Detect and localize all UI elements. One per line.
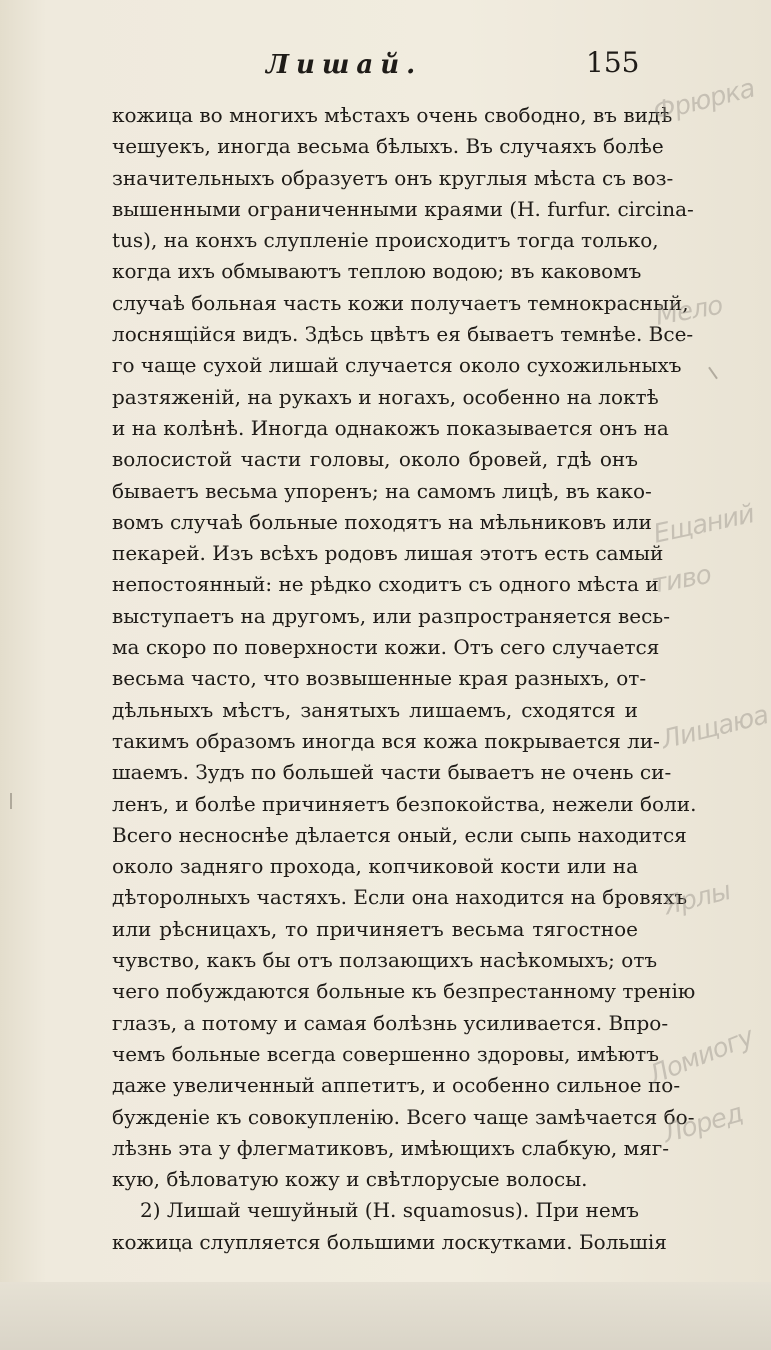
text-line: шаемъ. Зудъ по большей части бываетъ не очень си- — [112, 760, 672, 785]
handwritten-margin-note: Лищаюа — [658, 700, 771, 756]
text-line: даже увеличенный аппетитъ, и особенно сильное по- — [112, 1073, 681, 1098]
text-line: случаѣ больная часть кожи получаетъ темнокрасный, — [112, 290, 689, 315]
text-line: вышенными ограниченными краями (H. furfur. circina- — [112, 196, 694, 221]
handwritten-margin-note: Ярлы — [660, 876, 734, 922]
text-line: непостоянный: не рѣдко сходитъ съ одного мѣста и — [112, 572, 659, 597]
text-line: кожица слупляется большими лоскутками. Большія — [112, 1229, 667, 1254]
text-line: чего побуждаются больные къ безпрестанному тренію — [112, 979, 696, 1004]
text-line: или рѣсницахъ, то причиняетъ весьма тягостное — [112, 916, 638, 941]
pencil-mark — [708, 367, 718, 380]
text-line: кую, бѣловатую кожу и свѣтлорусые волосы. — [112, 1167, 588, 1192]
text-line: бываетъ весьма упоренъ; на самомъ лицѣ, въ како- — [112, 478, 652, 503]
text-line: и на колѣнѣ. Иногда однакожъ показывается онъ на — [112, 415, 669, 440]
text-line: ленъ, и болѣе причиняетъ безпокойства, нежели боли. — [112, 791, 697, 816]
page-number: 155 — [586, 46, 640, 79]
text-line: глазъ, а потому и самая болѣзнь усиливается. Впро- — [112, 1010, 669, 1035]
text-line: вомъ случаѣ больные походятъ на мѣльниковъ или — [112, 509, 652, 534]
pencil-mark — [10, 793, 12, 809]
handwritten-margin-note: Ломиогу — [644, 1021, 758, 1091]
handwritten-margin-note: Фрюрка — [650, 73, 758, 128]
handwritten-margin-note: Мело — [653, 290, 725, 332]
text-line: значительныхъ образуетъ онъ круглыя мѣста съ воз- — [112, 165, 674, 190]
text-line: 2) Лишай чешуйный (H. squamosus). При немъ — [140, 1198, 639, 1223]
text-line: кожица во многихъ мѣстахъ очень свободно, въ видѣ — [112, 103, 673, 127]
text-line: разтяженій, на рукахъ и ногахъ, особенно на локтѣ — [112, 384, 659, 409]
text-line: чемъ больные всегда совершенно здоровы, имѣютъ — [112, 1041, 659, 1066]
handwritten-margin-note: Лоред — [659, 1098, 746, 1150]
text-line: волосистой части головы, около бровей, гдѣ онъ — [112, 447, 638, 472]
text-line: tus), на конхъ слупленіе происходитъ тогда только, — [112, 228, 659, 253]
text-line: такимъ образомъ иногда вся кожа покрывается ли- — [112, 728, 660, 753]
text-line: выступаетъ на другомъ, или разпространяется весь- — [112, 603, 670, 628]
running-header: Лишай. — [266, 50, 423, 80]
text-line: дѣторолныхъ частяхъ. Если она находится на бровяхъ — [112, 885, 688, 910]
page-bottom-edge — [0, 1282, 771, 1350]
text-line: около задняго прохода, копчиковой кости или на — [112, 854, 638, 879]
text-line: чувство, какъ бы отъ ползающихъ насѣкомыхъ; отъ — [112, 948, 658, 973]
text-line: го чаще сухой лишай случается около сухожильныхъ — [112, 353, 682, 378]
text-line: чешуекъ, иногда весьма бѣлыхъ. Въ случаяхъ болѣе — [112, 134, 664, 159]
text-line: пекарей. Изъ всѣхъ родовъ лишая этотъ есть самый — [112, 541, 664, 566]
text-line: лоснящійся видъ. Здѣсь цвѣтъ ея бываетъ темнѣе. Все- — [112, 322, 694, 347]
text-line: Всего несноснѣе дѣлается оный, если сыпь находится — [112, 822, 687, 847]
handwritten-margin-note: Ещаний — [650, 499, 757, 550]
handwritten-margin-note: тиво — [649, 559, 713, 600]
text-line: весьма часто, что возвышенные края разныхъ, от- — [112, 666, 647, 691]
text-line: дѣльныхъ мѣстъ, занятыхъ лишаемъ, сходятся и — [112, 697, 638, 722]
text-line: когда ихъ обмываютъ теплою водою; въ каковомъ — [112, 259, 642, 284]
text-line: ма скоро по поверхности кожи. Отъ сего случается — [112, 635, 660, 660]
text-line: лѣзнь эта у флегматиковъ, имѣющихъ слабкую, мяг- — [112, 1135, 670, 1160]
text-line: бужденіе къ совокупленію. Всего чаще замѣчается бо- — [112, 1104, 695, 1129]
